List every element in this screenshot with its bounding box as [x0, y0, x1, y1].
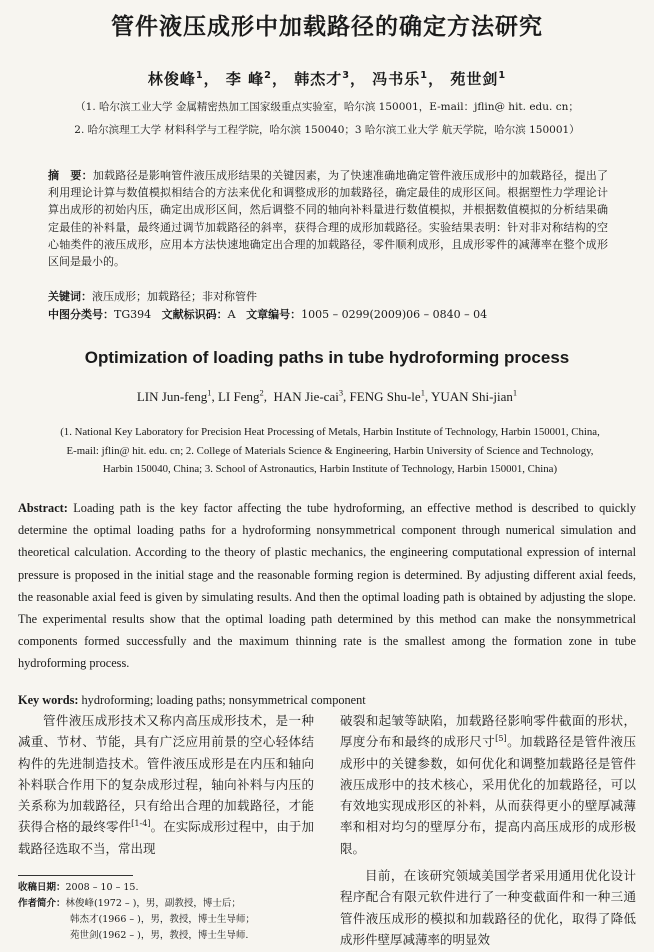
- footnote-divider: [18, 875, 133, 876]
- english-keywords: [18, 693, 636, 708]
- author-name: HAN Jie-cai: [273, 389, 339, 404]
- body-paragraph: [340, 710, 636, 859]
- english-affiliation-line: (1. National Key Laboratory for Precision Heat Processing of Metals, Harbin Institute of Technology, Harbin 150001, China,: [60, 426, 600, 438]
- body-paragraph: 目前，在该研究领域美国学者采用通用优化设计程序配合有限元软件进行了一种变截面件和一种三通管件液压成形的模拟和加载路径的优化，取得了降低成形件壁厚减薄率的明显效: [340, 868, 636, 947]
- author-name: 林俊峰: [147, 70, 196, 88]
- chinese-keywords: [48, 288, 608, 304]
- class-value: TG394: [114, 308, 152, 321]
- abstract-label: Abstract:: [18, 501, 68, 515]
- english-abstract: [18, 497, 636, 675]
- author-name: LIN Jun-feng: [136, 389, 208, 404]
- keywords-text: 液压成形；加载路径；非对称管件: [92, 290, 257, 303]
- received-value: 2008 – 10 – 15.: [65, 882, 139, 893]
- author-affil-mark: 1: [498, 70, 507, 81]
- footnotes: [18, 880, 318, 944]
- chinese-affiliation-line: 2. 哈尔滨理工大学 材料科学与工程学院，哈尔滨 150040；3 哈尔滨工业大学 航天学院，哈尔滨 150001）: [74, 124, 580, 136]
- author-name: LI Feng: [217, 389, 260, 404]
- body-paragraph: [18, 710, 314, 859]
- english-affiliation-line: E-mail: jflin@ hit. edu. cn; 2. College of Materials Science & Engineering, Harbin University of Science and Technology,: [66, 444, 594, 457]
- author-name: FENG Shu-le: [349, 389, 421, 404]
- author-affil-mark: 2: [264, 70, 272, 81]
- bio-entry: 韩杰才(1966 – )，男，教授，博士生导师；: [70, 914, 255, 925]
- author-affil-mark: 1: [207, 387, 212, 398]
- article-no-label: 文章编号：: [246, 308, 302, 321]
- author-bio: [18, 896, 318, 912]
- author-name: YUAN Shi-jian: [430, 389, 513, 404]
- author-affil-mark: 1: [420, 387, 425, 398]
- author-name: 苑世剑: [450, 70, 499, 88]
- abstract-text: 加载路径是影响管件液压成形结果的关键因素，为了快速准确地确定管件液压成形中的加载路径，提出了利用理论计算与数值模拟相结合的方法来优化和调整成形的加载路径，确定最佳的成形区间。根据塑性力学理论计算出成形的初始内压，确定出成形区间，然后调整不同的轴向补料量进行数值模拟，并根据数值模拟的分析结果确定最佳的补料量，最终通过调节加载路径的斜率，获得合理的成形加载路径。实验结果表明：针对非对称结构的空心轴类件的液压成形，应用本方法快速地确定出合理的加载路径，零件顺利成形，且成形零件的减薄率在整个成形区间是最小的。: [48, 169, 609, 269]
- author-affil-mark: 3: [342, 70, 351, 81]
- doccode-value: A: [227, 308, 236, 321]
- doccode-label: 文献标识码：: [161, 308, 228, 321]
- author-name: 冯书乐: [372, 70, 421, 88]
- author-affil-mark: 3: [338, 387, 344, 398]
- body-text: 。加载路径是管件液压成形中的关键参数，如何优化和调整加载路径是管件液压成形中的技术核心，采用优化的加载路径，可以有效地实现成形区的补料，从而获得更小的壁厚减薄率和相对均匀的壁厚分布，提高内高压成形的成形极限。: [340, 734, 636, 856]
- bio-entry: 苑世剑(1962 – )，男，教授，博士生导师.: [70, 930, 249, 941]
- received-date: [18, 880, 318, 896]
- english-title: Optimization of loading paths in tube hydroforming process: [84, 348, 570, 367]
- keywords-label: 关键词：: [48, 290, 92, 303]
- english-affiliation: [30, 423, 630, 479]
- keywords-label: Key words:: [18, 693, 79, 707]
- keywords-text: hydroforming; loading paths; nonsymmetrical component: [78, 693, 366, 707]
- chinese-title: 管件液压成形中加载路径的确定方法研究: [111, 14, 543, 40]
- author-name: 韩杰才: [294, 70, 343, 88]
- english-affiliation-line: Harbin 150040, China; 3. School of Astronautics, Harbin Institute of Technology, Harbin 150001, China): [102, 463, 558, 475]
- abstract-label: 摘 要：: [48, 169, 93, 182]
- body-text: 。在实际成形过程中，由于加载路径选取不当，常出现: [18, 819, 314, 856]
- author-name: 李 峰: [225, 70, 265, 88]
- chinese-authors: 林俊峰$^1$， 李 峰$^2$， 韩杰才$^3$， 冯书乐$^1$， 苑世剑$^1$: [147, 70, 507, 88]
- class-label: 中图分类号：: [48, 308, 114, 321]
- bio-entry: 林俊峰(1972 – )，男，副教授，博士后；: [65, 898, 241, 909]
- bio-label: 作者简介：: [18, 898, 66, 909]
- chinese-abstract: [48, 167, 608, 270]
- english-authors: LIN Jun-feng$^1$, LI Feng$^2$, HAN Jie-cai$^3$, FENG Shu-$le^1$, YUAN Shi-jian$^1$: [136, 387, 518, 404]
- body-column-right: [340, 710, 636, 950]
- citation: [5]: [495, 733, 507, 744]
- author-affil-mark: 1: [512, 387, 518, 398]
- body-column-left: [18, 710, 314, 859]
- author-affil-mark: 2: [259, 387, 264, 398]
- classification-line: [48, 306, 608, 322]
- author-affil-mark: 1: [420, 70, 429, 81]
- abstract-text: Loading path is the key factor affecting the tube hydroforming, an effective method is described to quickly determine the optimal loading paths for a hydroforming nonsymmetrical component through numerical simulation and theoretical calculation. According to the theory of plastic mechanics, the engineering computational expression of internal pressure is proposed in the initial stage and the reasonable forming region is determined. By adjusting different axial feeds, the reasonable axial feed is given by simulating results. And then the optimal loading path is obtained by adjusting the slope. The experimental results show that the optimal loading path determined by this method can make the nonsymmetrical components formed successfully and the maximum thinning rate is the smallest among the formation zone in tube hydroforming process.: [18, 501, 636, 671]
- chinese-affiliation-line: （1. 哈尔滨工业大学 金属精密热加工国家级重点实验室，哈尔滨 150001，E-mail：jflin@ hit. edu. cn；: [75, 101, 579, 113]
- received-label: 收稿日期：: [18, 882, 66, 893]
- body-text: 破裂和起皱等缺陷，加载路径影响零件截面的形状，厚度分布和最终的成形尺寸: [340, 713, 636, 750]
- citation: [1-4]: [131, 818, 151, 829]
- article-no-value: 1005 – 0299(2009)06 – 0840 – 04: [301, 308, 488, 321]
- author-affil-mark: 1: [195, 70, 204, 81]
- body-text: 管件液压成形技术又称内高压成形技术，是一种减重、节材、节能，具有广泛应用前景的空心轻体结构件的先进制造技术。管件液压成形是在内压和轴向补料联合作用下的复杂成形过程，轴向补料与内压的关系称为加载路径，只有给出合理的加载路径，才能获得合格的最终零件: [18, 713, 314, 835]
